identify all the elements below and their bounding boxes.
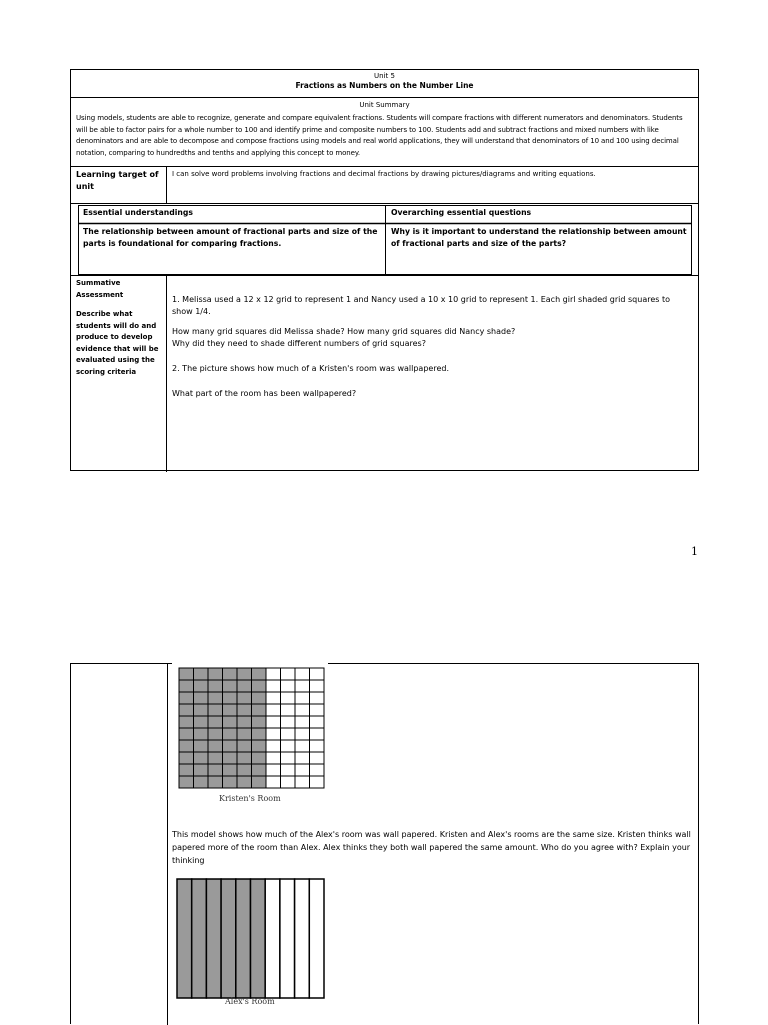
strip xyxy=(265,879,280,998)
question-1b-line2: Why did they need to shade different numbers of grid squares? xyxy=(172,339,426,348)
shaded-grid-square xyxy=(223,752,238,764)
grid-square xyxy=(281,692,296,704)
shaded-grid-square xyxy=(223,692,238,704)
shaded-grid-square xyxy=(179,692,194,704)
strip xyxy=(309,879,324,998)
shaded-grid-square xyxy=(194,668,209,680)
grid-square xyxy=(295,752,310,764)
shaded-grid-square xyxy=(252,680,267,692)
grid-square xyxy=(281,740,296,752)
grid-square xyxy=(295,740,310,752)
grid-square xyxy=(295,704,310,716)
grid-square xyxy=(310,776,325,788)
shaded-grid-square xyxy=(237,728,252,740)
essential-questions-heading: Overarching essential questions xyxy=(391,208,532,217)
grid-square xyxy=(310,668,325,680)
grid-square xyxy=(266,740,281,752)
grid-square xyxy=(310,728,325,740)
shaded-strip xyxy=(206,879,221,998)
shaded-grid-square xyxy=(223,704,238,716)
essential-understandings-text: The relationship between amount of fractional parts and size of the parts is foundational for comparing fractions. xyxy=(83,227,378,248)
shaded-strip xyxy=(192,879,207,998)
summative-assessment-body xyxy=(172,294,692,408)
shaded-grid-square xyxy=(208,776,223,788)
unit-table xyxy=(70,69,699,471)
question-2: 2. The picture shows how much of a Kristen's room was wallpapered. xyxy=(172,364,449,373)
shaded-grid-square xyxy=(194,764,209,776)
grid-square xyxy=(281,764,296,776)
unit-summary-heading: Unit Summary xyxy=(359,101,410,109)
column-divider xyxy=(167,664,168,1025)
grid-square xyxy=(266,680,281,692)
grid-square xyxy=(310,680,325,692)
unit-summary-text: Using models, students are able to recognize, generate and compare equivalent fractions. Students will compare fractions with different numerators and denominators. Students will be able to factor pairs for a whole number to 100 and identify prime and composite numbers to 100. Students add and subtract fractions and mixed numbers with like denominators and are able to decompose and compose fractions using models and real world applications, they will understand that denominators of 10 and 100 using decimal notation, comparing to hundredths and tenths and applying this concept to money. xyxy=(76,114,683,158)
grid-square xyxy=(266,716,281,728)
shaded-grid-square xyxy=(208,704,223,716)
shaded-grid-square xyxy=(179,776,194,788)
shaded-grid-square xyxy=(179,704,194,716)
shaded-grid-square xyxy=(179,716,194,728)
kristen-room-caption: Kristen's Room xyxy=(219,794,281,803)
essential-understandings-heading: Essential understandings xyxy=(83,208,193,217)
alex-room-caption: Alex's Room xyxy=(225,997,275,1006)
grid-square xyxy=(281,668,296,680)
shaded-grid-square xyxy=(194,776,209,788)
grid-square xyxy=(281,776,296,788)
grid-square xyxy=(310,764,325,776)
shaded-grid-square xyxy=(237,668,252,680)
shaded-grid-square xyxy=(252,776,267,788)
grid-square xyxy=(266,704,281,716)
continuation-table xyxy=(70,663,699,1024)
grid-square xyxy=(266,668,281,680)
grid-square xyxy=(310,704,325,716)
unit-number: Unit 5 xyxy=(374,72,395,80)
grid-square xyxy=(266,764,281,776)
shaded-grid-square xyxy=(179,740,194,752)
shaded-grid-square xyxy=(208,668,223,680)
shaded-strip xyxy=(251,879,266,998)
shaded-strip xyxy=(221,879,236,998)
shaded-grid-square xyxy=(194,680,209,692)
shaded-grid-square xyxy=(208,716,223,728)
shaded-strip xyxy=(177,879,192,998)
question-2b: What part of the room has been wallpapered? xyxy=(172,389,357,398)
question-1: 1. Melissa used a 12 x 12 grid to represent 1 and Nancy used a 10 x 10 grid to represent 1. Each girl shaded grid squares to show 1/4. xyxy=(172,295,670,316)
shaded-grid-square xyxy=(237,704,252,716)
shaded-strip xyxy=(236,879,251,998)
shaded-grid-square xyxy=(252,692,267,704)
shaded-grid-square xyxy=(223,716,238,728)
grid-square xyxy=(295,716,310,728)
shaded-grid-square xyxy=(237,680,252,692)
shaded-grid-square xyxy=(252,752,267,764)
grid-square xyxy=(281,704,296,716)
grid-square xyxy=(281,752,296,764)
grid-square xyxy=(266,728,281,740)
grid-square xyxy=(295,728,310,740)
shaded-grid-square xyxy=(223,764,238,776)
learning-target-row xyxy=(71,167,698,204)
alex-room-question: This model shows how much of the Alex's room was wall papered. Kristen and Alex's rooms are the same size. Kristen thinks wall papered more of the room than Alex. Alex thinks they both wall papered the same amount. Who do you agree with? Explain your thinking xyxy=(172,830,691,865)
summative-label-title: Summative Assessment xyxy=(76,279,124,299)
shaded-grid-square xyxy=(194,728,209,740)
grid-square xyxy=(295,680,310,692)
shaded-grid-square xyxy=(223,680,238,692)
strip xyxy=(280,879,295,998)
question-1b-line1: How many grid squares did Melissa shade? How many grid squares did Nancy shade? xyxy=(172,327,516,336)
shaded-grid-square xyxy=(252,716,267,728)
unit-summary-section xyxy=(71,98,698,167)
shaded-grid-square xyxy=(223,728,238,740)
shaded-grid-square xyxy=(208,680,223,692)
shaded-grid-square xyxy=(237,740,252,752)
shaded-grid-square xyxy=(179,752,194,764)
shaded-grid-square xyxy=(252,728,267,740)
grid-square xyxy=(281,728,296,740)
shaded-grid-square xyxy=(237,776,252,788)
grid-square xyxy=(266,692,281,704)
grid-square xyxy=(295,668,310,680)
grid-square xyxy=(281,680,296,692)
summative-label-description: Describe what students will do and produce to develop evidence that will be evaluated using the scoring criteria xyxy=(76,310,159,376)
shaded-grid-square xyxy=(237,692,252,704)
shaded-grid-square xyxy=(208,764,223,776)
essential-understandings-table xyxy=(78,205,692,275)
shaded-grid-square xyxy=(194,716,209,728)
shaded-grid-square xyxy=(237,716,252,728)
grid-square xyxy=(310,716,325,728)
page-number: 1 xyxy=(691,545,698,558)
shaded-grid-square xyxy=(194,752,209,764)
shaded-grid-square xyxy=(252,668,267,680)
strip xyxy=(295,879,310,998)
learning-target-label: Learning target of unit xyxy=(71,167,167,204)
shaded-grid-square xyxy=(194,740,209,752)
alex-room-strips xyxy=(176,877,328,1001)
unit-header xyxy=(71,70,698,98)
grid-square xyxy=(310,740,325,752)
unit-title: Fractions as Numbers on the Number Line xyxy=(295,81,474,90)
summative-assessment-label xyxy=(71,276,167,472)
essential-questions-text: Why is it important to understand the relationship between amount of fractional parts and size of the parts? xyxy=(391,227,687,248)
shaded-grid-square xyxy=(194,704,209,716)
grid-square xyxy=(295,776,310,788)
shaded-grid-square xyxy=(194,692,209,704)
shaded-grid-square xyxy=(208,692,223,704)
shaded-grid-square xyxy=(252,764,267,776)
grid-square xyxy=(310,692,325,704)
grid-square xyxy=(266,752,281,764)
kristen-room-figure xyxy=(172,662,328,818)
shaded-grid-square xyxy=(237,764,252,776)
grid-square xyxy=(295,764,310,776)
shaded-grid-square xyxy=(179,680,194,692)
shaded-grid-square xyxy=(223,668,238,680)
shaded-grid-square xyxy=(252,704,267,716)
shaded-grid-square xyxy=(237,752,252,764)
shaded-grid-square xyxy=(208,752,223,764)
grid-square xyxy=(281,716,296,728)
shaded-grid-square xyxy=(252,740,267,752)
learning-target-text: I can solve word problems involving fractions and decimal fractions by drawing pictures/diagrams and writing equations. xyxy=(172,170,596,178)
shaded-grid-square xyxy=(223,776,238,788)
grid-square xyxy=(310,752,325,764)
shaded-grid-square xyxy=(208,740,223,752)
shaded-grid-square xyxy=(208,728,223,740)
shaded-grid-square xyxy=(179,668,194,680)
grid-square xyxy=(295,692,310,704)
summative-assessment-row xyxy=(71,275,698,471)
shaded-grid-square xyxy=(223,740,238,752)
shaded-grid-square xyxy=(179,764,194,776)
grid-square xyxy=(266,776,281,788)
shaded-grid-square xyxy=(179,728,194,740)
